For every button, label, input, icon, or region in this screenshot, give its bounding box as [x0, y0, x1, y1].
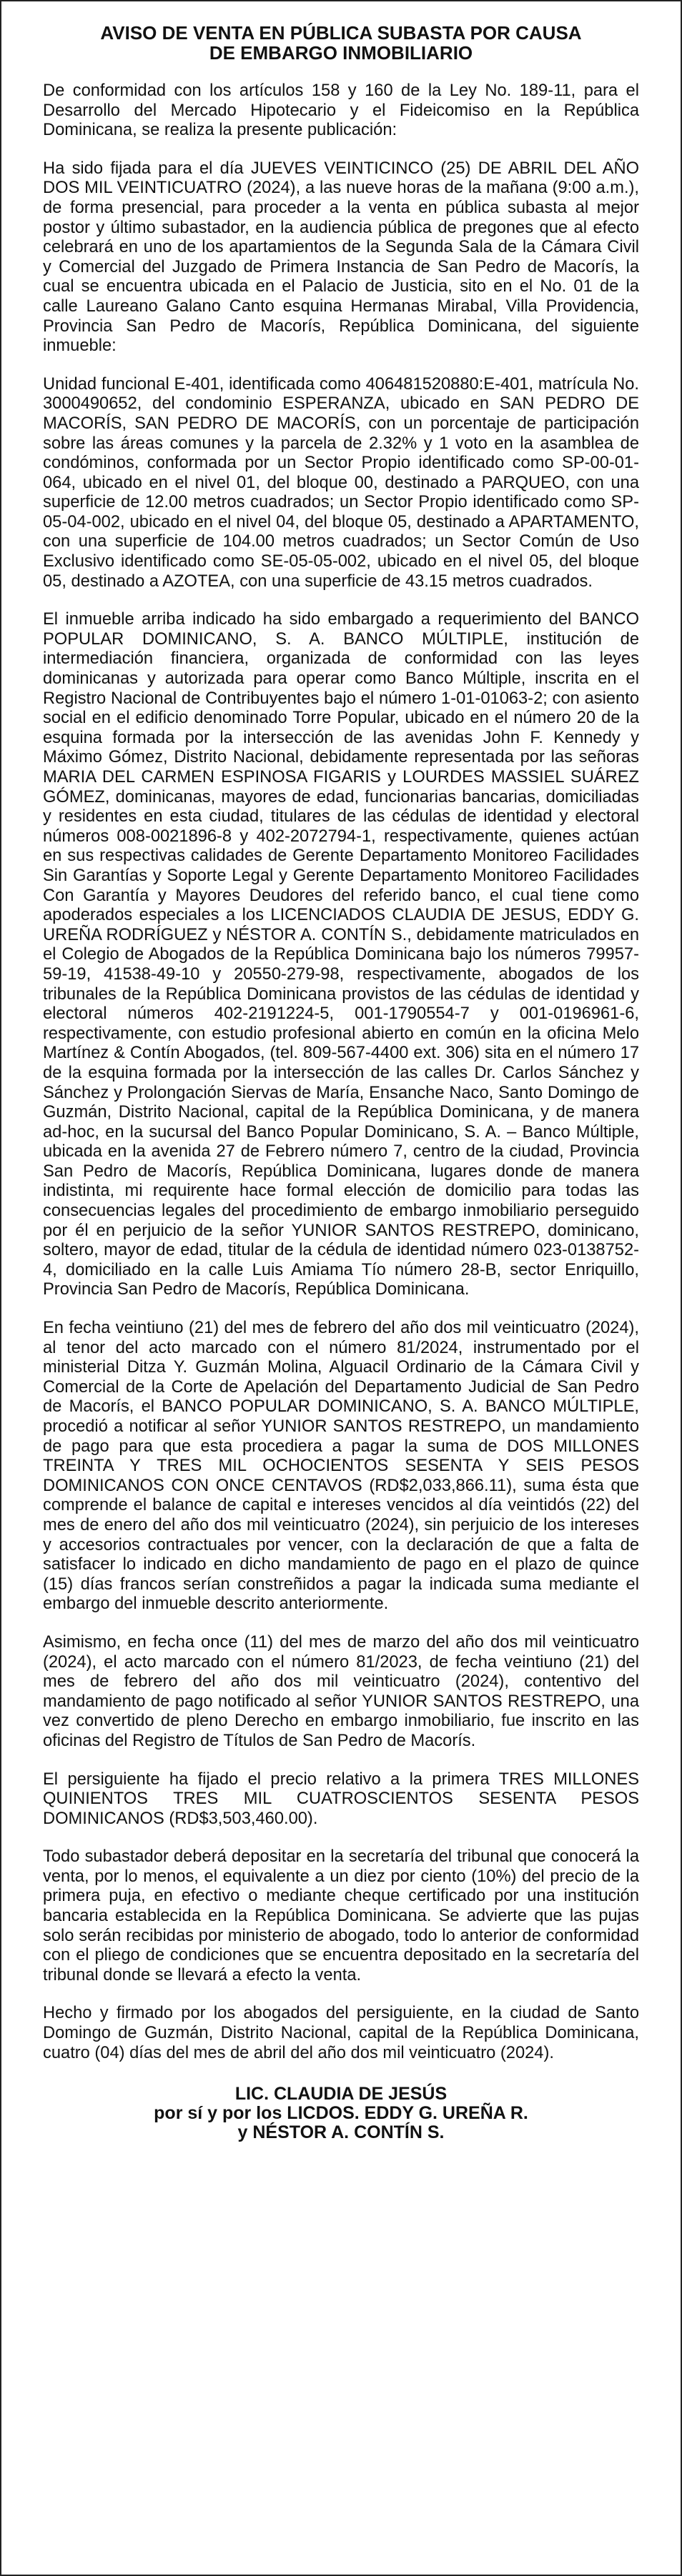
- signature-block: [43, 2085, 639, 2142]
- paragraph-payment-order: En fecha veintiuno (21) del mes de febrero del año dos mil veinticuatro (2024), al tenor del acto marcado con el número 81/2024, instrumentado por el ministerial Ditza Y. Guzmán Molina, Alguacil Ordinario de la Cámara Civil y Comercial de la Corte de Apelación del Departamento Judicial de San Pedro de Macorís, el BANCO POPULAR DOMINICANO, S. A. BANCO MÚLTIPLE, procedió a notificar al señor YUNIOR SANTOS RESTREPO, un mandamiento de pago para que esta procediera a pagar la suma de DOS MILLONES TREINTA Y TRES MIL OCHOCIENTOS SESENTA Y SEIS PESOS DOMINICANOS CON ONCE CENTAVOS (RD$2,033,866.11), suma ésta que comprende el balance de capital e intereses vencidos al día veintidós (22) del mes de enero del año dos mil veinticuatro (2024), sin perjuicio de los intereses y accesorios contractuales por vencer, con la declaración de que a falta de satisfacer lo indicado en dicho mandamiento de pago en el plazo de quince (15) días francos serían constreñidos a pagar la indicada suma mediante el embargo del inmueble descrito anteriormente.: [43, 1319, 639, 1614]
- signature-line-3: y NÉSTOR A. CONTÍN S.: [237, 2122, 445, 2143]
- paragraph-seizing-party: El inmueble arriba indicado ha sido embargado a requerimiento del BANCO POPULAR DOMINICANO, S. A. BANCO MÚLTIPLE, institución de intermediación financiera, organizada de conformidad con las leyes dominicanas y autorizada para operar como Banco Múltiple, inscrita en el Registro Nacional de Contribuyentes bajo el número 1-01-01063-2; con asiento social en el edificio denominado Torre Popular, ubicado en el número 20 de la esquina formada por la intersección de las avenidas John F. Kennedy y Máximo Gómez, Distrito Nacional, debidamente representada por las señoras MARIA DEL CARMEN ESPINOSA FIGARIS y LOURDES MASSIEL SUÁREZ GÓMEZ, dominicanas, mayores de edad, funcionarias bancarias, domiciliadas y residentes en esta ciudad, titulares de las cédulas de identidad y electoral números 008-0021896-8 y 402-2072794-1, respectivamente, quienes actúan en sus respectivas calidades de Gerente Departamento Monitoreo Facilidades Sin Garantías y Soporte Legal y Gerente Departamento Monitoreo Facilidades Con Garantía y Mayores Deudores del referido banco, el cual tiene como apoderados especiales a los LICENCIADOS CLAUDIA DE JESUS, EDDY G. UREÑA RODRÍGUEZ y NÉSTOR A. CONTÍN S., debidamente matriculados en el Colegio de Abogados de la República Dominicana bajo los números 79957-59-19, 41538-49-10 y 20550-279-98, respectivamente, abogados de los tribunales de la República Dominicana provistos de las cédulas de identidad y electoral números 402-2191224-5, 001-1790554-7 y 001-0196961-6, respectivamente, con estudio profesional abierto en común en la oficina Melo Martínez & Contín Abogados, (tel. 809-567-4400 ext. 306) sita en el número 17 de la esquina formada por la intersección de las calles Dr. Carlos Sánchez y Sánchez y Prolongación Siervas de María, Ensanche Naco, Santo Domingo de Guzmán, Distrito Nacional, capital de la República Dominicana, y de manera ad-hoc, en la sucursal del Banco Popular Dominicano, S. A. – Banco Múltiple, ubicada en la avenida 27 de Febrero número 7, centro de la ciudad, Provincia San Pedro de Macorís, República Dominicana, lugares donde de manera indistinta, mi requirente hace formal elección de domicilio para todas las consecuencias legales del procedimiento de embargo inmobiliario perseguido por él en perjuicio de la señor YUNIOR SANTOS RESTREPO, dominicano, soltero, mayor de edad, titular de la cédula de identidad número 023-0138752-4, domiciliado en la calle Luis Amiama Tío número 28-B, sector Enriquillo, Provincia San Pedro de Macorís, República Dominicana.: [43, 610, 639, 1299]
- signature-line-1: LIC. CLAUDIA DE JESÚS: [234, 2084, 448, 2105]
- paragraph-price: El persiguiente ha fijado el precio relativo a la primera TRES MILLONES QUINIENTOS TRES MIL CUATROSCIENTOS SESENTA PESOS DOMINICANOS (RD$3,503,460.00).: [43, 1769, 639, 1828]
- title-line-2: DE EMBARGO INMOBILIARIO: [209, 42, 473, 64]
- title-line-1: AVISO DE VENTA EN PÚBLICA SUBASTA POR CAUSA: [100, 22, 582, 44]
- paragraph-property: Unidad funcional E-401, identificada como 406481520880:E-401, matrícula No. 3000490652, del condominio ESPERANZA, ubicado en SAN PEDRO DE MACORÍS, SAN PEDRO DE MACORÍS, con un porcentaje de participación sobre las áreas comunes y la parcela de 2.32% y 1 voto en la asamblea de condóminos, conformada por un Sector Propio identificado como SP-00-01-064, ubicado en el nivel 01, del bloque 00, destinado a PARQUEO, con una superficie de 12.00 metros cuadrados; un Sector Propio identificado como SP-05-04-002, ubicado en el nivel 04, del bloque 05, destinado a APARTAMENTO, con una superficie de 104.00 metros cuadrados; un Sector Común de Uso Exclusivo identificado como SE-05-05-002, ubicado en el nivel 05, del bloque 05, destinado a AZOTEA, con una superficie de 43.15 metros cuadrados.: [43, 374, 639, 591]
- signature-line-2: por sí y por los LICDOS. EDDY G. UREÑA R.: [154, 2103, 528, 2124]
- paragraph-registration: Asimismo, en fecha once (11) del mes de marzo del año dos mil veinticuatro (2024), el acto marcado con el número 81/2023, de fecha veintiuno (21) del mes de febrero del año dos mil veinticuatro (2024), contentivo del mandamiento de pago notificado al señor YUNIOR SANTOS RESTREPO, una vez convertido de pleno Derecho en embargo inmobiliario, fue inscrito en las oficinas del Registro de Títulos de San Pedro de Macorís.: [43, 1632, 639, 1750]
- paragraph-deposit: Todo subastador deberá depositar en la secretaría del tribunal que conocerá la venta, por lo menos, el equivalente a un diez por ciento (10%) del precio de la primera puja, en efectivo o mediante cheque certificado por una institución bancaria establecida en la República Dominicana. Se advierte que las pujas solo serán recibidas por ministerio de abogado, todo lo anterior de conformidad con el pliego de condiciones que se encuentra depositado en la secretaría del tribunal donde se llevará a efecto la venta.: [43, 1847, 639, 1985]
- paragraph-signed: Hecho y firmado por los abogados del persiguiente, en la ciudad de Santo Domingo de Guzmán, Distrito Nacional, capital de la República Dominicana, cuatro (04) días del mes de abril del año dos mil veinticuatro (2024).: [43, 2004, 639, 2062]
- paragraph-intro: De conformidad con los artículos 158 y 160 de la Ley No. 189-11, para el Desarrollo del Mercado Hipotecario y el Fideicomiso en la República Dominicana, se realiza la presente publicación:: [43, 81, 639, 140]
- notice-title: [43, 23, 639, 63]
- paragraph-auction-date: Ha sido fijada para el día JUEVES VEINTICINCO (25) DE ABRIL DEL AÑO DOS MIL VEINTICUATRO (2024), a las nueve horas de la mañana (9:00 a.m.), de forma presencial, para proceder a la venta en pública subasta al mejor postor y último subastador, en la audiencia pública de pregones que al efecto celebrará en uno de los apartamientos de la Segunda Sala de la Cámara Civil y Comercial del Juzgado de Primera Instancia de San Pedro de Macorís, la cual se encuentra ubicada en el Palacio de Justicia, sito en el No. 01 de la calle Laureano Galano Canto esquina Hermanas Mirabal, Villa Providencia, Provincia San Pedro de Macorís, República Dominicana, del siguiente inmueble:: [43, 159, 639, 356]
